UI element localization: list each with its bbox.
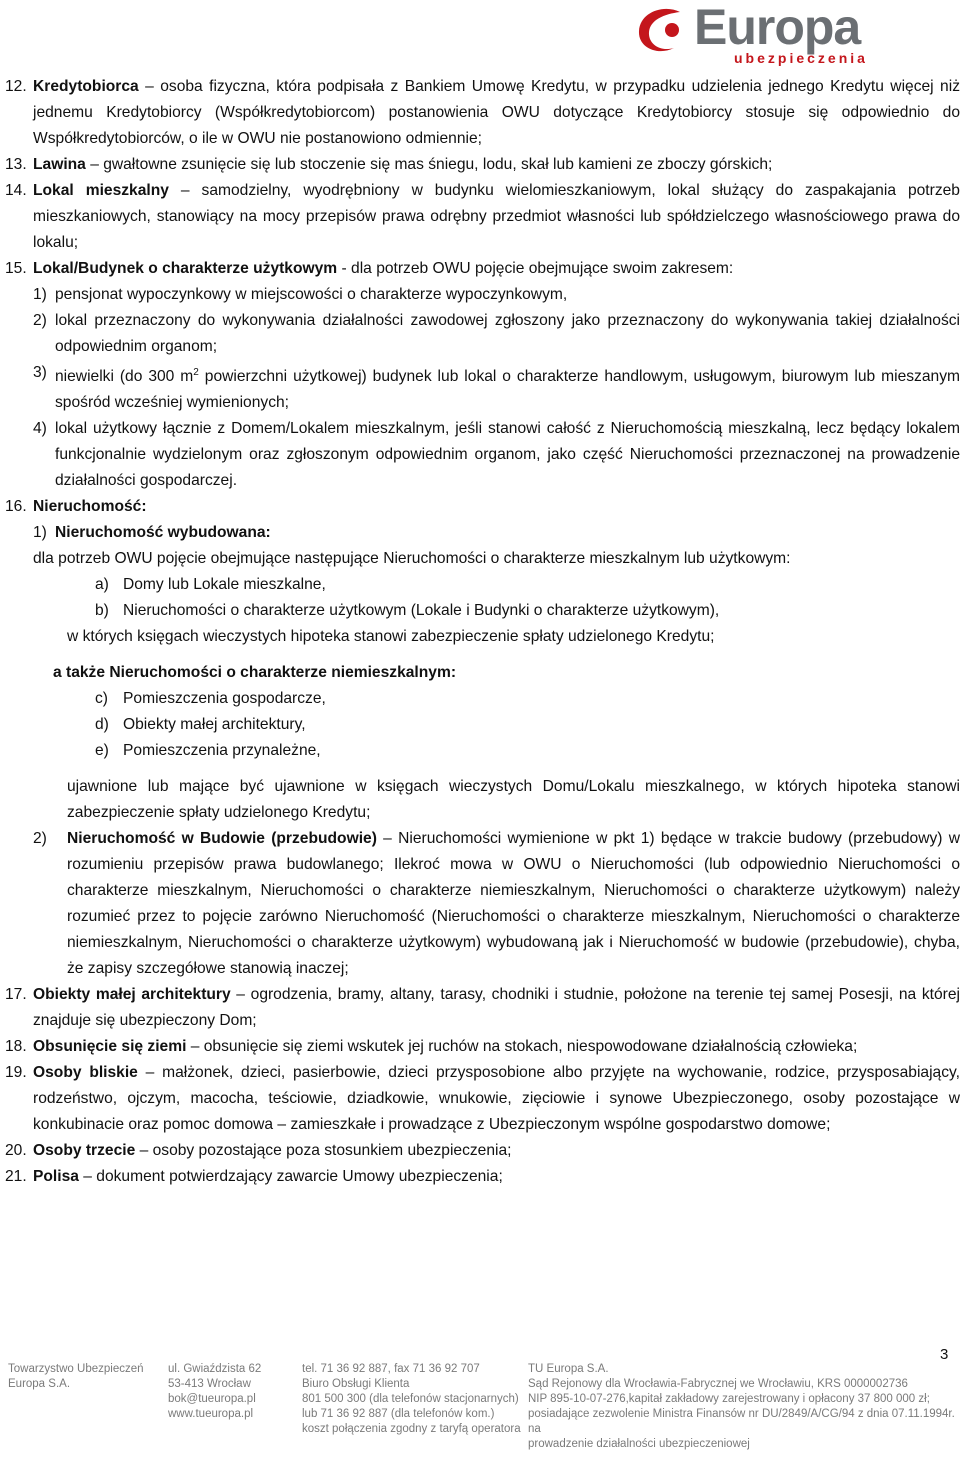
europa-swirl-icon xyxy=(634,6,692,56)
definition-20: 20. Osoby trzecie – osoby pozostające poza stosunkiem ubezpieczenia; xyxy=(5,1142,512,1160)
intro-text: dla potrzeb OWU pojęcie obejmujące następujące Nieruchomości o charakterze mieszkalnym lub użytkowym: xyxy=(33,550,791,568)
definition-18: 18. Obsunięcie się ziemi – obsunięcie się ziemi wskutek jej ruchów na stokach, niespowodowane działalnością człowieka; xyxy=(5,1038,858,1056)
definition-21: 21. Polisa – dokument potwierdzający zawarcie Umowy ubezpieczenia; xyxy=(5,1168,503,1186)
logo-subtitle: ubezpieczenia xyxy=(734,50,868,66)
list-item: 3) niewielki (do 300 $m^2$ powierzchni użytkowej) budynek lub lokal o charakterze handlowym, usługowym, biurowym lub mieszanym spośród wcześniej wymienionych; xyxy=(33,364,960,412)
term: Polisa xyxy=(33,1168,79,1186)
footer-address: ul. Gwiaździsta 62 53-413 Wrocław bok@tueuropa.pl www.tueuropa.pl xyxy=(168,1363,262,1420)
term: Lawina xyxy=(33,156,86,173)
mortgage-note: ujawnione lub mające być ujawnione w księgach wieczystych Domu/Lokalu mieszkalnego, w których hipoteka stanowi zabezpieczenie spłaty udzielonego Kredytu; xyxy=(67,778,960,822)
footer-company: Towarzystwo Ubezpieczeń Europa S.A. xyxy=(8,1363,144,1390)
term: Osoby trzecie xyxy=(33,1142,136,1160)
list-item: 2) lokal przeznaczony do wykonywania działalności zawodowej zgłoszony jako przeznaczony do wykonywania takiej działalności odpowiednim organom; xyxy=(33,312,960,355)
footer-legal: TU Europa S.A. Sąd Rejonowy dla Wrocławia-Fabrycznej we Wrocławiu, KRS 0000002736 NIP 895-10-07-276,kapitał zakładowy zarejestrowany i opłacony 37 800 000 zł; posiadające zezwolenie Ministra Finansów nr DU/2849/A/CG/94 z dnia 07.11.1994r. na prowadzenie działalności ubezpieczeniowej xyxy=(528,1363,955,1450)
website-link[interactable]: www.tueuropa.pl xyxy=(168,1408,254,1420)
list-item: e) Pomieszczenia przynależne, xyxy=(95,742,321,760)
definition-19: 19. Osoby bliskie – małżonek, dzieci, pasierbowie, dzieci przysposobione albo przyjęte na wychowanie, rodzice, przysposabiający, rodzeństwo, ojczym, macocha, teściowie, dziadkowie, wnukowie, zięciowie i synowe Ubezpieczonego, osoby pozostające w konkubinacie oraz pomoc domowa – zamieszkałe i prowadzące z Ubezpieczonym wspólne gospodarstwo domowe; xyxy=(5,1064,960,1134)
europa-logo xyxy=(634,0,954,68)
term: Nieruchomość: xyxy=(33,498,147,516)
mortgage-note: w których księgach wieczystych hipoteka stanowi zabezpieczenie spłaty udzielonego Kredytu; xyxy=(67,628,715,646)
term: Obsunięcie się ziemi xyxy=(33,1038,187,1056)
term: Lokal/Budynek o charakterze użytkowym xyxy=(33,260,338,277)
definition-17: 17. Obiekty małej architektury – ogrodzenia, bramy, altany, tarasy, chodniki i studnie, położone na terenie tej samej Posesji, na której znajduje się ubezpieczony Dom; xyxy=(5,986,960,1030)
email-link[interactable]: bok@tueuropa.pl xyxy=(168,1393,256,1405)
term: Kredytobiorca xyxy=(33,78,139,95)
footer-contact: tel. 71 36 92 887, fax 71 36 92 707 Biuro Obsługi Klienta 801 500 300 (dla telefonów stacjonarnych) lub 71 36 92 887 (dla telefonów kom.) koszt połączenia zgodny z taryfą operatora xyxy=(302,1363,521,1435)
term: Osoby bliskie xyxy=(33,1064,138,1082)
list-item: 4) lokal użytkowy łącznie z Domem/Lokalem mieszkalnym, jeśli stanowi całość z Nieruchomością mieszkalną, lecz będący lokalem funkcjonalnie wydzielonym oraz zgłoszonym odpowiednim organom, jako część Nieruchomości przeznaczonej na prowadzenie działalności gospodarczej. xyxy=(33,420,960,490)
term: Lokal mieszkalny xyxy=(33,182,169,199)
list-item: c) Pomieszczenia gospodarcze, xyxy=(95,690,326,708)
term: Obiekty małej architektury xyxy=(33,986,231,1004)
logo-wordmark: Europa xyxy=(694,0,861,55)
list-item: 1) pensjonat wypoczynkowy w miejscowości o charakterze wypoczynkowym, xyxy=(33,286,568,303)
page-number: 3 xyxy=(940,1346,949,1363)
list-item: d) Obiekty małej architektury, xyxy=(95,716,306,734)
list-item: b) Nieruchomości o charakterze użytkowym (Lokale i Budynki o charakterze użytkowym), xyxy=(95,602,720,620)
also-heading: a także Nieruchomości o charakterze niemieszkalnym: xyxy=(53,664,457,682)
definition-12: 12. Kredytobiorca – osoba fizyczna, która podpisała z Bankiem Umowę Kredytu, w przypadku udzielenia jednego Kredytu więcej niż jednemu Kredytobiorcy (Współkredytobiorcom) postanowienia OWU dotyczące Kredytobiorcy stosuje się odpowiednio do Współkredytobiorców, o ile w OWU nie postanowiono odmiennie; xyxy=(5,78,960,147)
definitions-list xyxy=(5,74,960,1190)
definition-13: 13. Lawina – gwałtowne zsunięcie się lub stoczenie się mas śniegu, lodu, skał lub kamieni ze zboczy górskich; xyxy=(5,156,773,173)
footer xyxy=(0,1362,960,1458)
list-item: 2) Nieruchomość w Budowie (przebudowie) – Nieruchomości wymienione w pkt 1) będące w trakcie budowy (przebudowy) w rozumieniu przepisów prawa budowlanego; Ilekroć mowa w OWU o Nieruchomości (lub odpowiednio Nieruchomości o charakterze mieszkalnym, Nieruchomości o charakterze niemieszkalnym, Nieruchomości o charakterze użytkowym) należy rozumieć przez to pojęcie zarówno Nieruchomość (Nieruchomości o charakterze mieszkalnym, Nieruchomości o charakterze niemieszkalnym, Nieruchomości o charakterze użytkowym) wybudowaną jak i Nieruchomość w budowie (przebudowie), chyba, że zapisy szczegółowe stanowią inaczej; xyxy=(33,830,960,978)
definition-16: 16. Nieruchomość: 1) Nieruchomość wybudowana: dla potrzeb OWU pojęcie obejmujące następujące Nieruchomości o charakterze mieszkalnym lub użytkowym: a) Domy lub Lokale mieszkalne, b) Nieruchomości o charakterze użytkowym (Lokale i Budynki o charakterze użytkowym), w których księgach wieczystych hipoteka stanowi zabezpieczenie spłaty udzielonego Kredytu; a także Nieruchomości o charakterze niemieszkalnym: c) Pomieszczenia gospodarcze, d) Obiekty małej architektury, e) Pomieszczenia przynależne, ujawnione lub mające być ujawnione w księgach wieczystych Domu/Lokalu mieszkalnego, w których hipoteka stanowi zabezpieczenie spłaty udzielonego Kredytu; 2) Nieruchomość w Budowie (przebudowie) – Nieruchomości wymienione w pkt 1) będące w trakcie budowy (przebudowy) w rozumieniu przepisów prawa budowlanego; Ilekroć mowa w OWU o Nieruchomości (lub odpowiednio Nieruchomości o charakterze mieszkalnym, Nieruchomości o charakterze niemieszkalnym, Nieruchomości o charakterze użytkowym) należy rozumieć przez to pojęcie zarówno Nieruchomość (Nieruchomości o charakterze mieszkalnym, Nieruchomości o charakterze niemieszkalnym, Nieruchomości o charakterze użytkowym) wybudowaną jak i Nieruchomość w budowie (przebudowie), chyba, że zapisy szczegółowe stanowią inaczej; xyxy=(5,494,960,982)
definition-14: 14. Lokal mieszkalny – samodzielny, wyodrębniony w budynku wielomieszkaniowym, lokal służący do zaspakajania potrzeb mieszkaniowych, stanowiący na mocy przepisów prawa odrębny przedmiot własności lub spółdzielczego własnościowego prawa do lokalu; xyxy=(5,182,960,251)
definition-15: 15. Lokal/Budynek o charakterze użytkowym - dla potrzeb OWU pojęcie obejmujące swoim zakresem: 1) pensjonat wypoczynkowy w miejscowości o charakterze wypoczynkowym, 2) lokal przeznaczony do wykonywania działalności zawodowej zgłoszony jako przeznaczony do wykonywania takiej działalności odpowiednim organom; 3) niewielki (do 300 $m^2$ powierzchni użytkowej) budynek lub lokal o charakterze handlowym, usługowym, biurowym lub mieszanym spośród wcześniej wymienionych; 4) lokal użytkowy łącznie z Domem/Lokalem mieszkalnym, jeśli stanowi całość z Nieruchomością mieszkalną, lecz będący lokalem funkcjonalnie wydzielonym oraz zgłoszonym odpowiednim organom, jako część Nieruchomości przeznaczonej na prowadzenie działalności gospodarczej. xyxy=(5,256,960,494)
list-item: 1) Nieruchomość wybudowana: xyxy=(33,524,271,542)
list-item: a) Domy lub Lokale mieszkalne, xyxy=(95,576,326,594)
